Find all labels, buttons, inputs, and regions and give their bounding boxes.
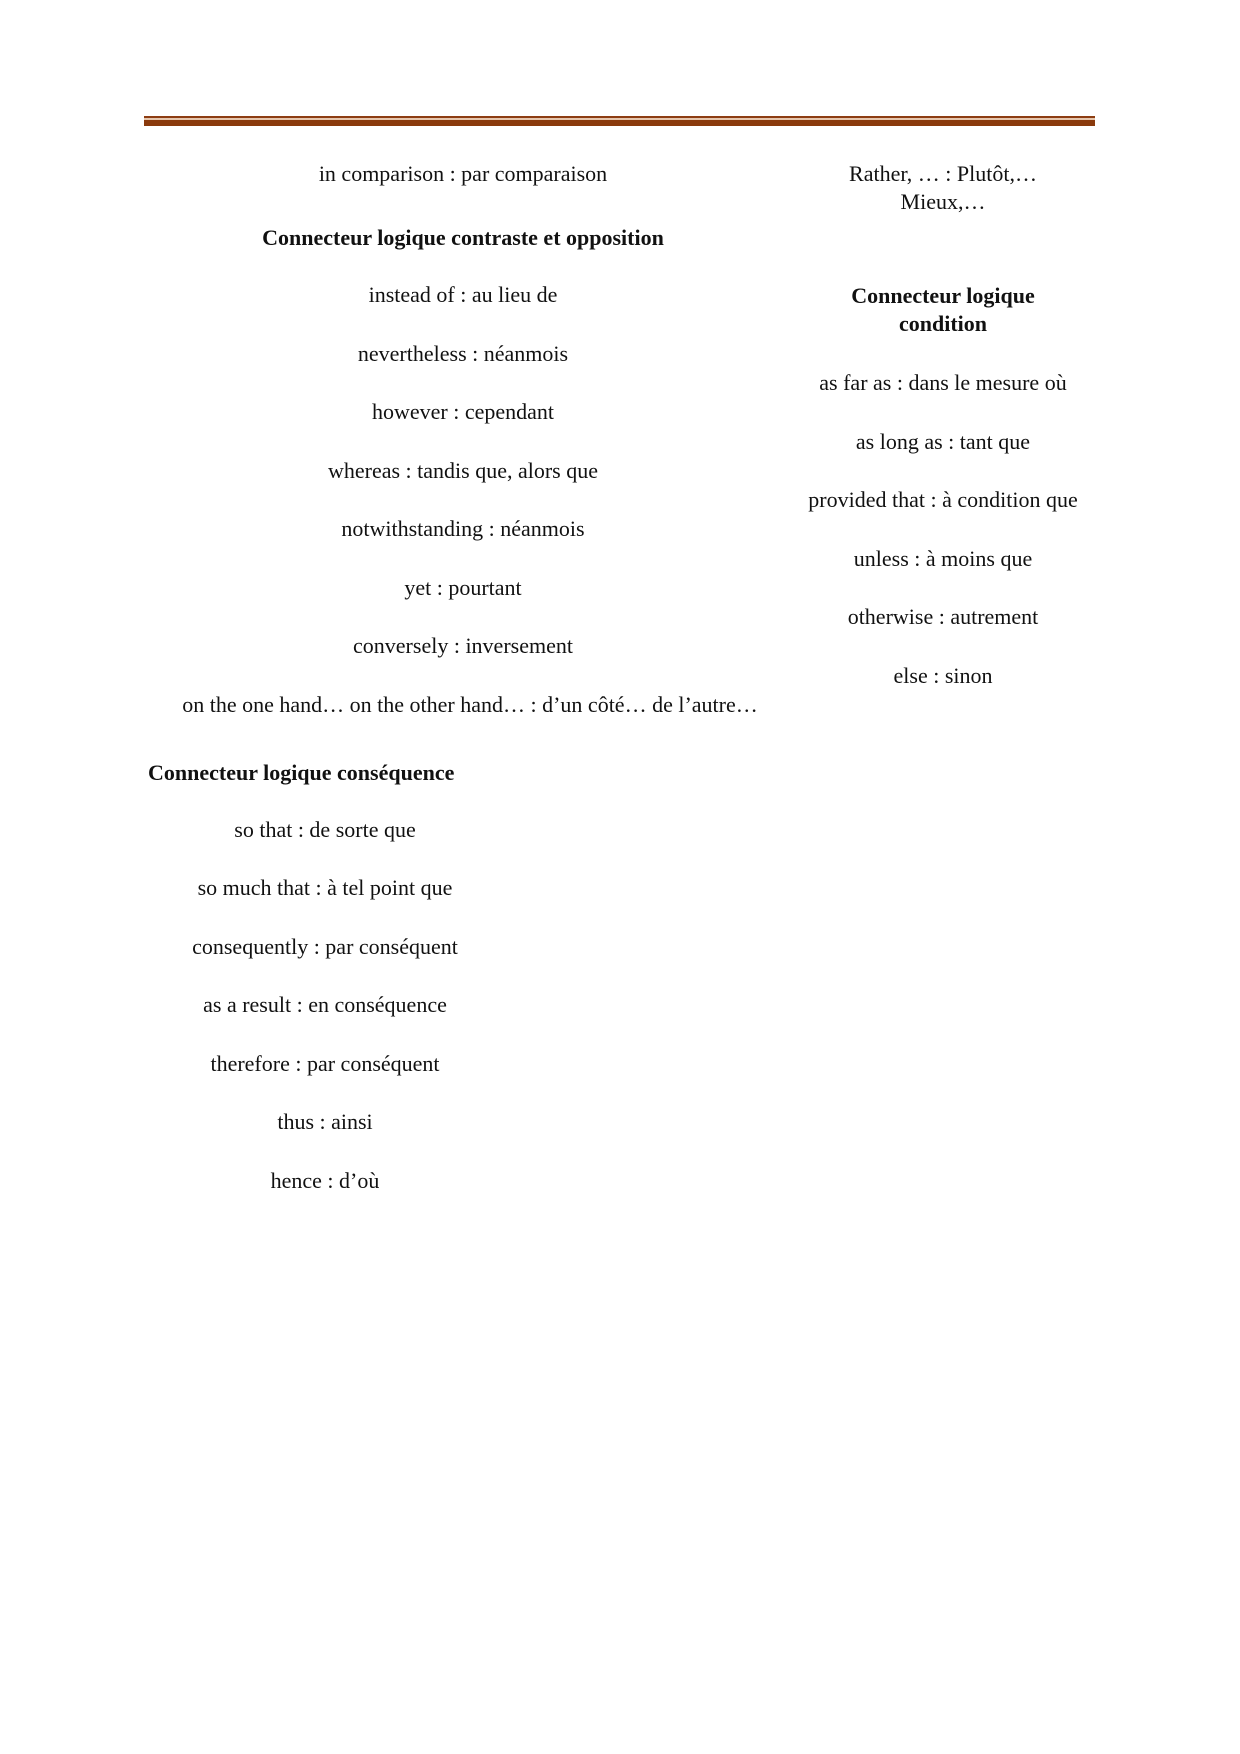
section-heading-consequence: Connecteur logique conséquence: [148, 760, 455, 785]
list-item: so much that : à tel point que: [197, 875, 453, 900]
list-item: nevertheless : néanmois: [357, 341, 569, 366]
list-item: otherwise : autrement: [847, 604, 1039, 629]
list-item: therefore : par conséquent: [210, 1051, 440, 1076]
list-item: provided that : à condition que: [808, 487, 1078, 512]
list-item: whereas : tandis que, alors que: [327, 458, 599, 483]
list-item: on the one hand… on the other hand… : d’un côté… de l’autre…: [182, 692, 758, 717]
list-item: unless : à moins que: [853, 546, 1033, 571]
list-item: instead of : au lieu de: [368, 282, 558, 307]
header-rule-thick-line: [144, 120, 1095, 126]
list-item: however : cependant: [371, 399, 555, 424]
list-item: else : sinon: [893, 663, 993, 688]
list-item: consequently : par conséquent: [192, 934, 458, 959]
list-item: as a result : en conséquence: [203, 992, 447, 1017]
list-item: yet : pourtant: [404, 575, 522, 600]
list-item: thus : ainsi: [277, 1109, 373, 1134]
section-heading-condition: Connecteur logique condition: [851, 283, 1035, 336]
list-item: Rather, … : Plutôt,… Mieux,…: [849, 161, 1037, 214]
list-item: conversely : inversement: [353, 633, 573, 658]
header-rule: [144, 116, 1095, 127]
list-item: notwithstanding : néanmois: [341, 516, 585, 541]
list-item: in comparison : par comparaison: [318, 161, 608, 186]
list-item: as far as : dans le mesure où: [819, 370, 1067, 395]
list-item: so that : de sorte que: [234, 817, 416, 842]
list-item: as long as : tant que: [855, 429, 1031, 454]
section-heading-contrast: Connecteur logique contraste et opposition: [262, 225, 664, 250]
list-item: hence : d’où: [270, 1168, 380, 1193]
